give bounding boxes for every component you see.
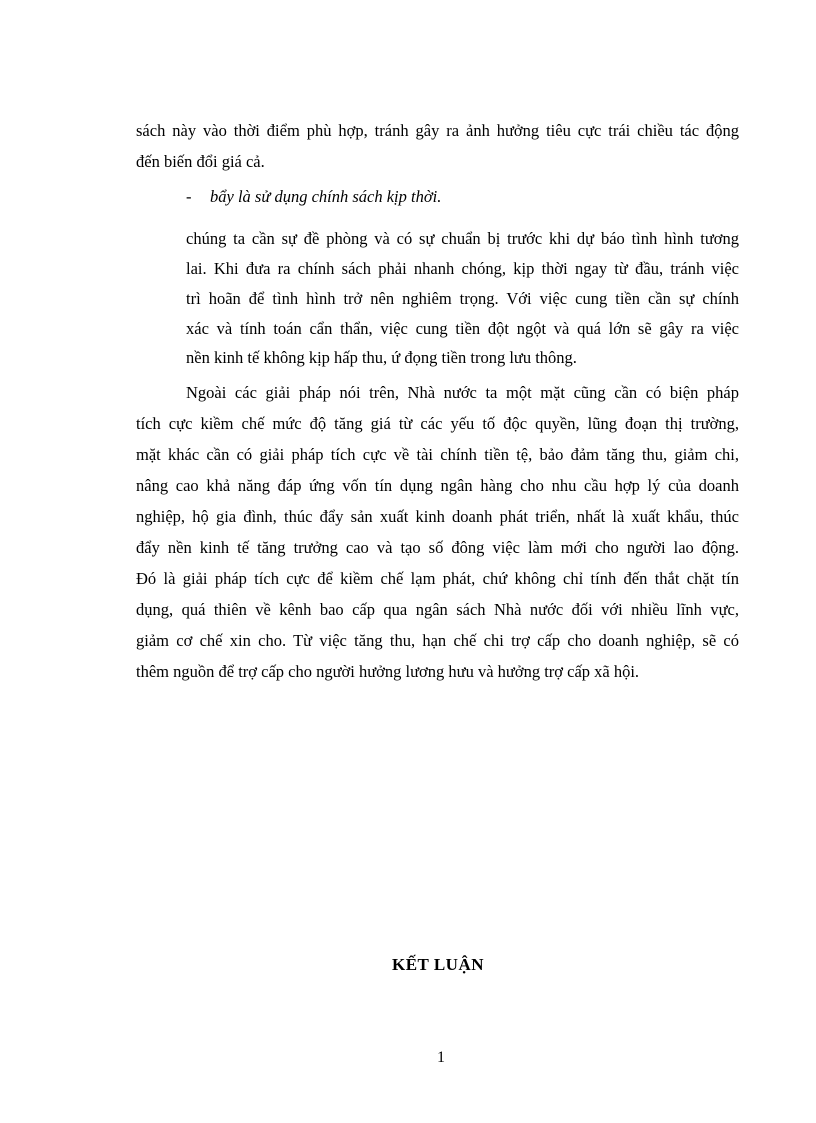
paragraph-3-line-9: giảm cơ chế xin cho. Từ việc tăng thu, hạn chế chi trợ cấp cho doanh nghiệp, sẽ có xyxy=(136,631,739,650)
paragraph-2-line-3: trì hoãn để tình hình trở nên nghiêm trọng. Với việc cung tiền cần sự chính xyxy=(186,289,739,308)
paragraph-2-line-4: xác và tính toán cẩn thẩn, việc cung tiền đột ngột và quá lớn sẽ gây ra việc xyxy=(186,319,739,338)
paragraph-3-line-5: nghiệp, hộ gia đình, thúc đẩy sản xuất kinh doanh phát triển, nhất là xuất khẩu, thúc xyxy=(136,507,739,526)
paragraph-3-line-1: Ngoài các giải pháp nói trên, Nhà nước ta một mặt cũng cần có biện pháp xyxy=(186,383,739,402)
paragraph-3-line-7: Đó là giải pháp tích cực để kiềm chế lạm phát, chứ không chỉ tính đến thắt chặt tín xyxy=(136,569,739,588)
bullet-marker: - xyxy=(186,187,192,206)
paragraph-1-line-1: sách này vào thời điểm phù hợp, tránh gây ra ảnh hưởng tiêu cực trái chiều tác động xyxy=(136,121,739,140)
paragraph-2-line-2: lai. Khi đưa ra chính sách phải nhanh chóng, kịp thời ngay từ đầu, tránh việc xyxy=(186,259,739,278)
paragraph-2-line-1: chúng ta cần sự đề phòng và có sự chuẩn bị trước khi dự báo tình hình tương xyxy=(186,229,739,248)
paragraph-3-line-8: dụng, quá thiên về kênh bao cấp qua ngân sách Nhà nước đối với nhiều lĩnh vực, xyxy=(136,600,739,619)
paragraph-3-line-4: nâng cao khả năng đáp ứng vốn tín dụng ngân hàng cho nhu cầu hợp lý của doanh xyxy=(136,476,739,495)
paragraph-2-line-5: nền kinh tế không kịp hấp thu, ứ đọng tiền trong lưu thông. xyxy=(186,348,577,367)
paragraph-1-line-2: đến biến đổi giá cả. xyxy=(136,152,265,171)
paragraph-3-line-10: thêm nguồn để trợ cấp cho người hưởng lương hưu và hưởng trợ cấp xã hội. xyxy=(136,662,640,681)
paragraph-3-line-3: mặt khác cần có giải pháp tích cực về tài chính tiền tệ, bảo đảm tăng thu, giảm chi, xyxy=(136,445,739,464)
paragraph-3-line-6: đẩy nền kinh tế tăng trưởng cao và tạo số đông việc làm mới cho người lao động. xyxy=(136,538,739,557)
page-number: 1 xyxy=(437,1049,445,1066)
bullet-text: bẩy là sử dụng chính sách kịp thời. xyxy=(210,187,442,206)
section-heading: KẾT LUẬN xyxy=(391,955,484,974)
paragraph-3-line-2: tích cực kiềm chế mức độ tăng giá từ các yếu tố độc quyền, lũng đoạn thị trường, xyxy=(136,414,739,433)
